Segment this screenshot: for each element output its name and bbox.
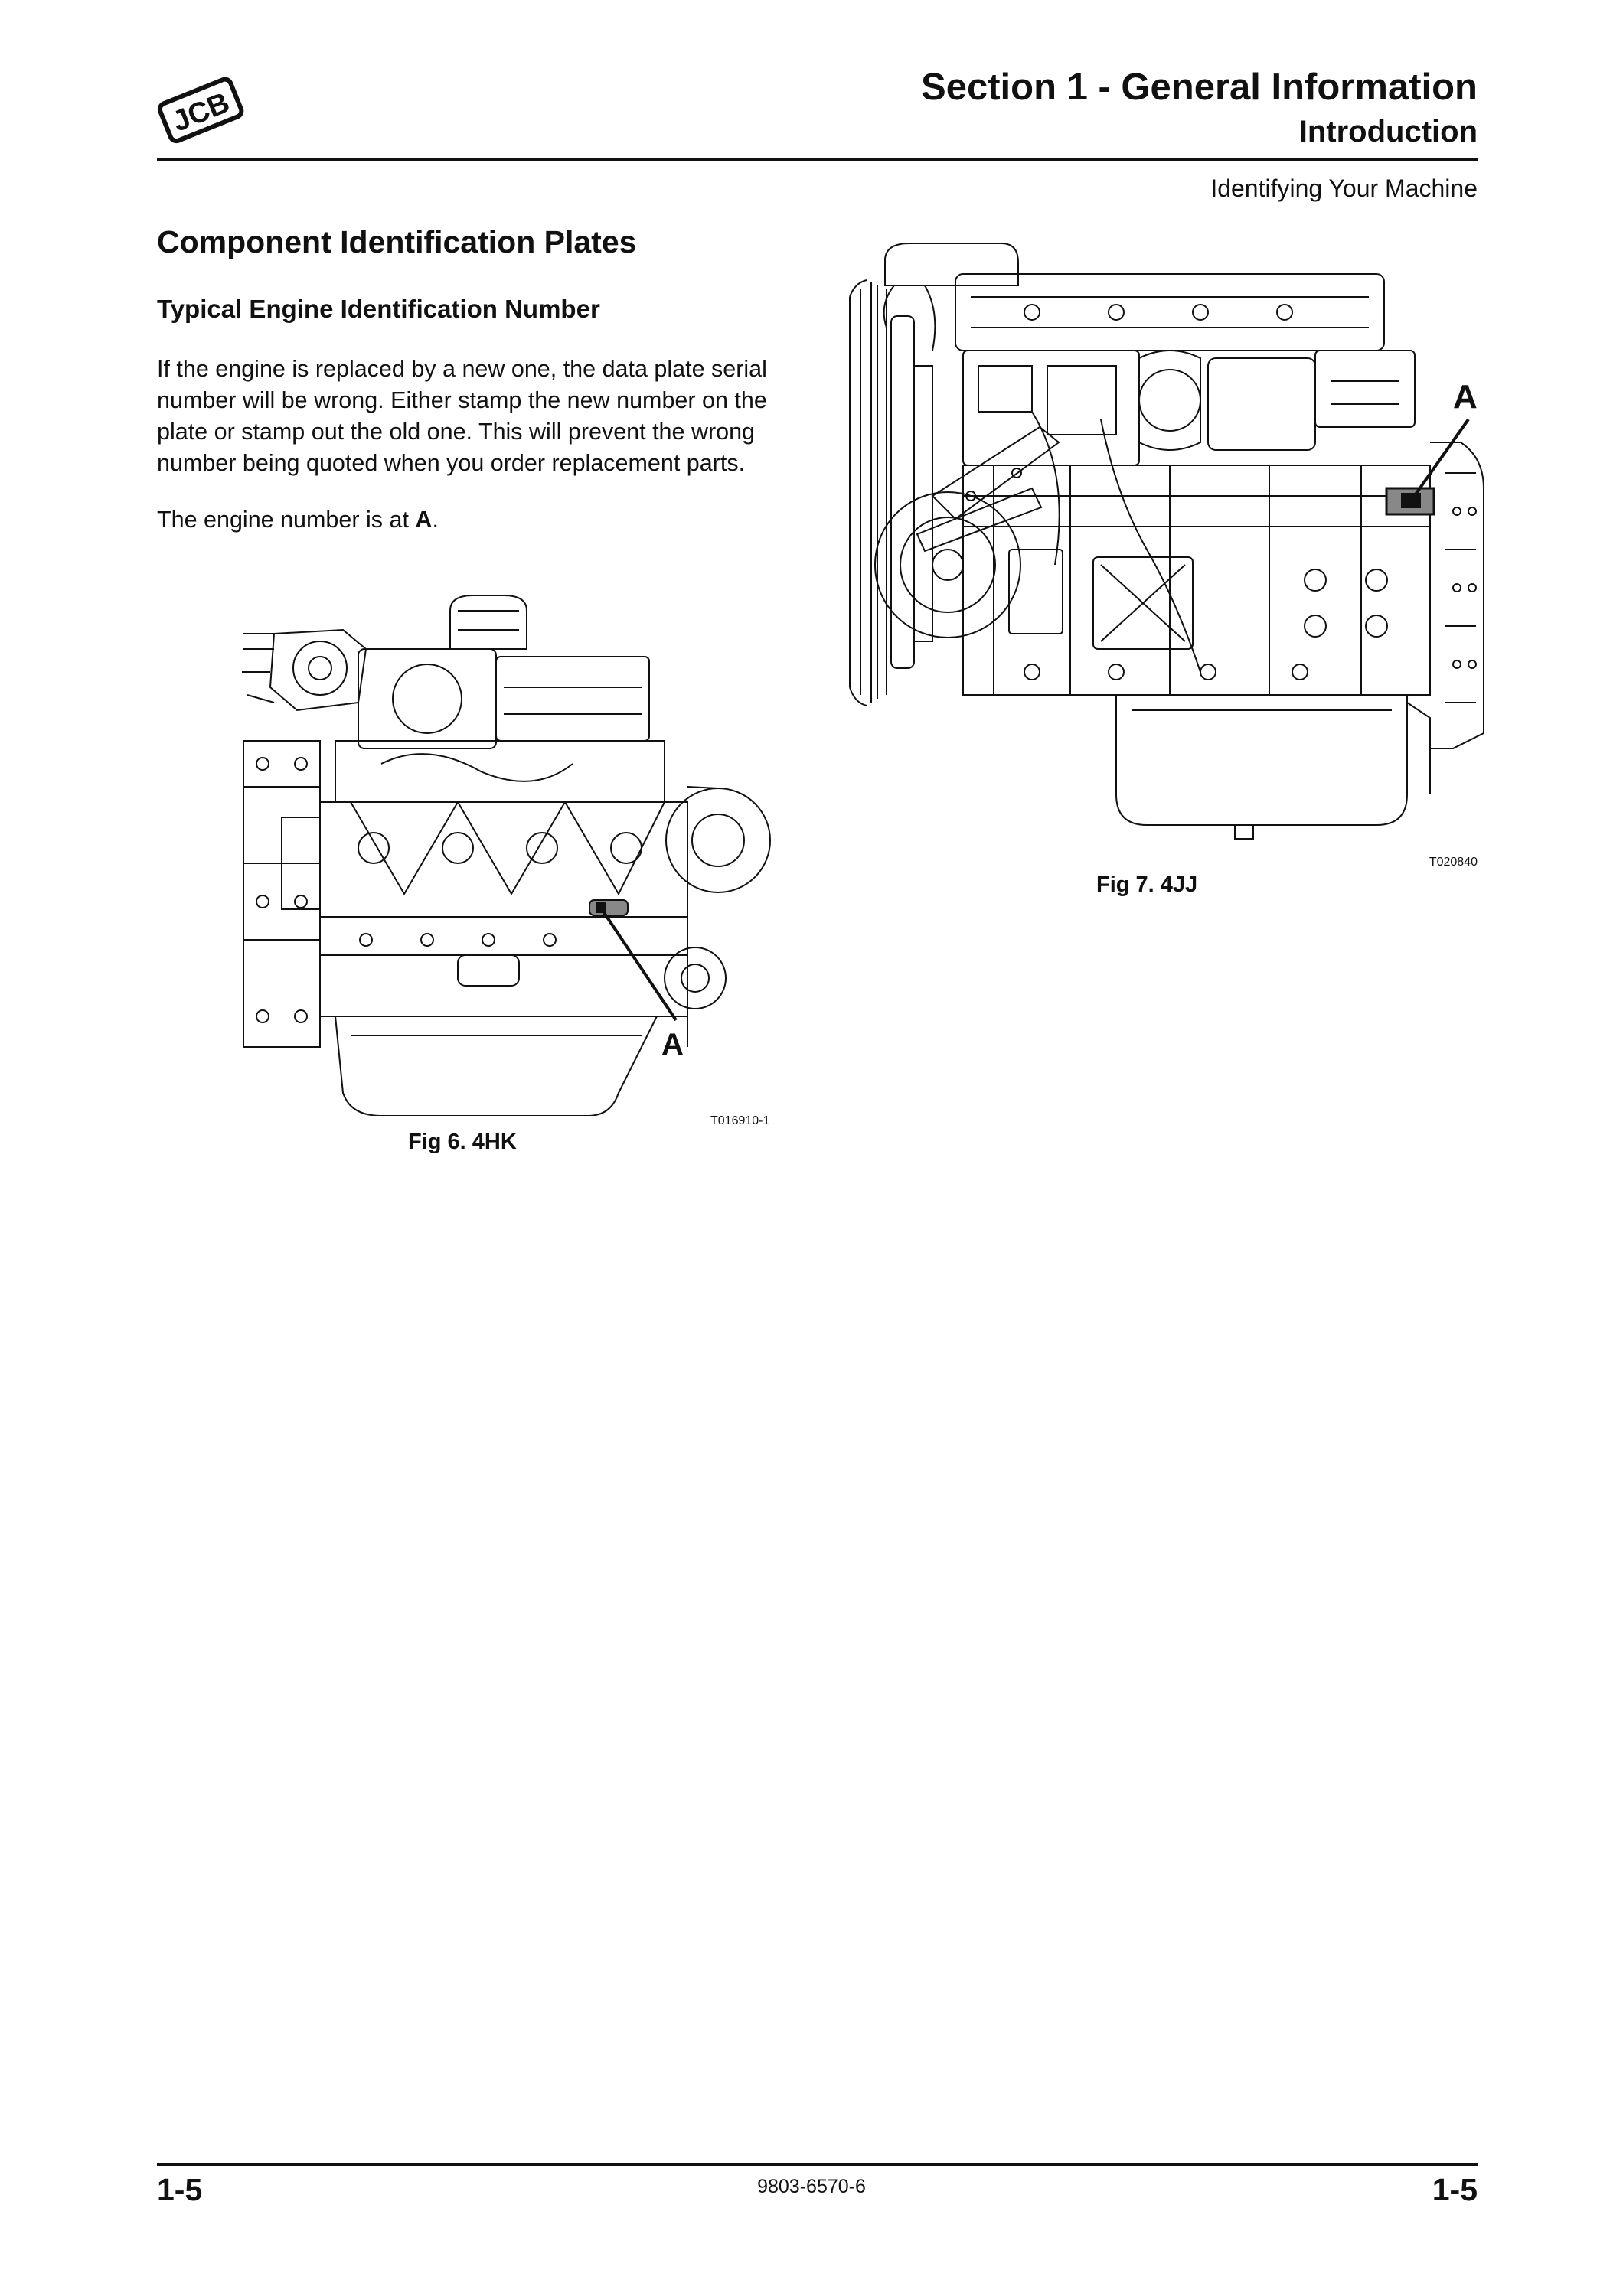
fig7-caption: Fig 7. 4JJ [1096, 872, 1198, 897]
note-prefix: The engine number is at [157, 507, 416, 533]
instruction-paragraph: If the engine is replaced by a new one, the data plate serial number will be wrong. Either stamp the new number on the plate or stamp out the old one. This will prevent the wrong number being quoted when you order replacement parts. [157, 356, 767, 476]
note-callout: A [415, 507, 433, 533]
fig7-reference-code: T020840 [1429, 856, 1478, 869]
svg-text:A: A [661, 1028, 684, 1062]
page-number-left: 1-5 [157, 2172, 203, 2207]
engine-4hk-illustration [228, 588, 779, 1116]
document-code: 9803-6570-6 [757, 2176, 866, 2197]
jcb-logo [157, 67, 245, 155]
footer-rule [157, 2163, 1478, 2166]
fig6-caption: Fig 6. 4HK [408, 1130, 517, 1154]
svg-text:A: A [1453, 378, 1478, 416]
header-rule [157, 158, 1478, 161]
note-suffix: . [432, 507, 439, 533]
page-number-right: 1-5 [1432, 2172, 1478, 2207]
engine-number-note [157, 507, 439, 533]
engine-4jj-illustration [841, 243, 1484, 871]
page-heading: Component Identification Plates [157, 224, 637, 259]
section-subtitle: Introduction [1298, 115, 1478, 148]
section-title: Section 1 - General Information [921, 67, 1478, 108]
fig6-reference-code: T016910-1 [710, 1114, 770, 1127]
svg-text:JCB: JCB [168, 86, 234, 139]
sub-heading: Typical Engine Identification Number [157, 295, 600, 323]
topic-label: Identifying Your Machine [1210, 174, 1478, 202]
